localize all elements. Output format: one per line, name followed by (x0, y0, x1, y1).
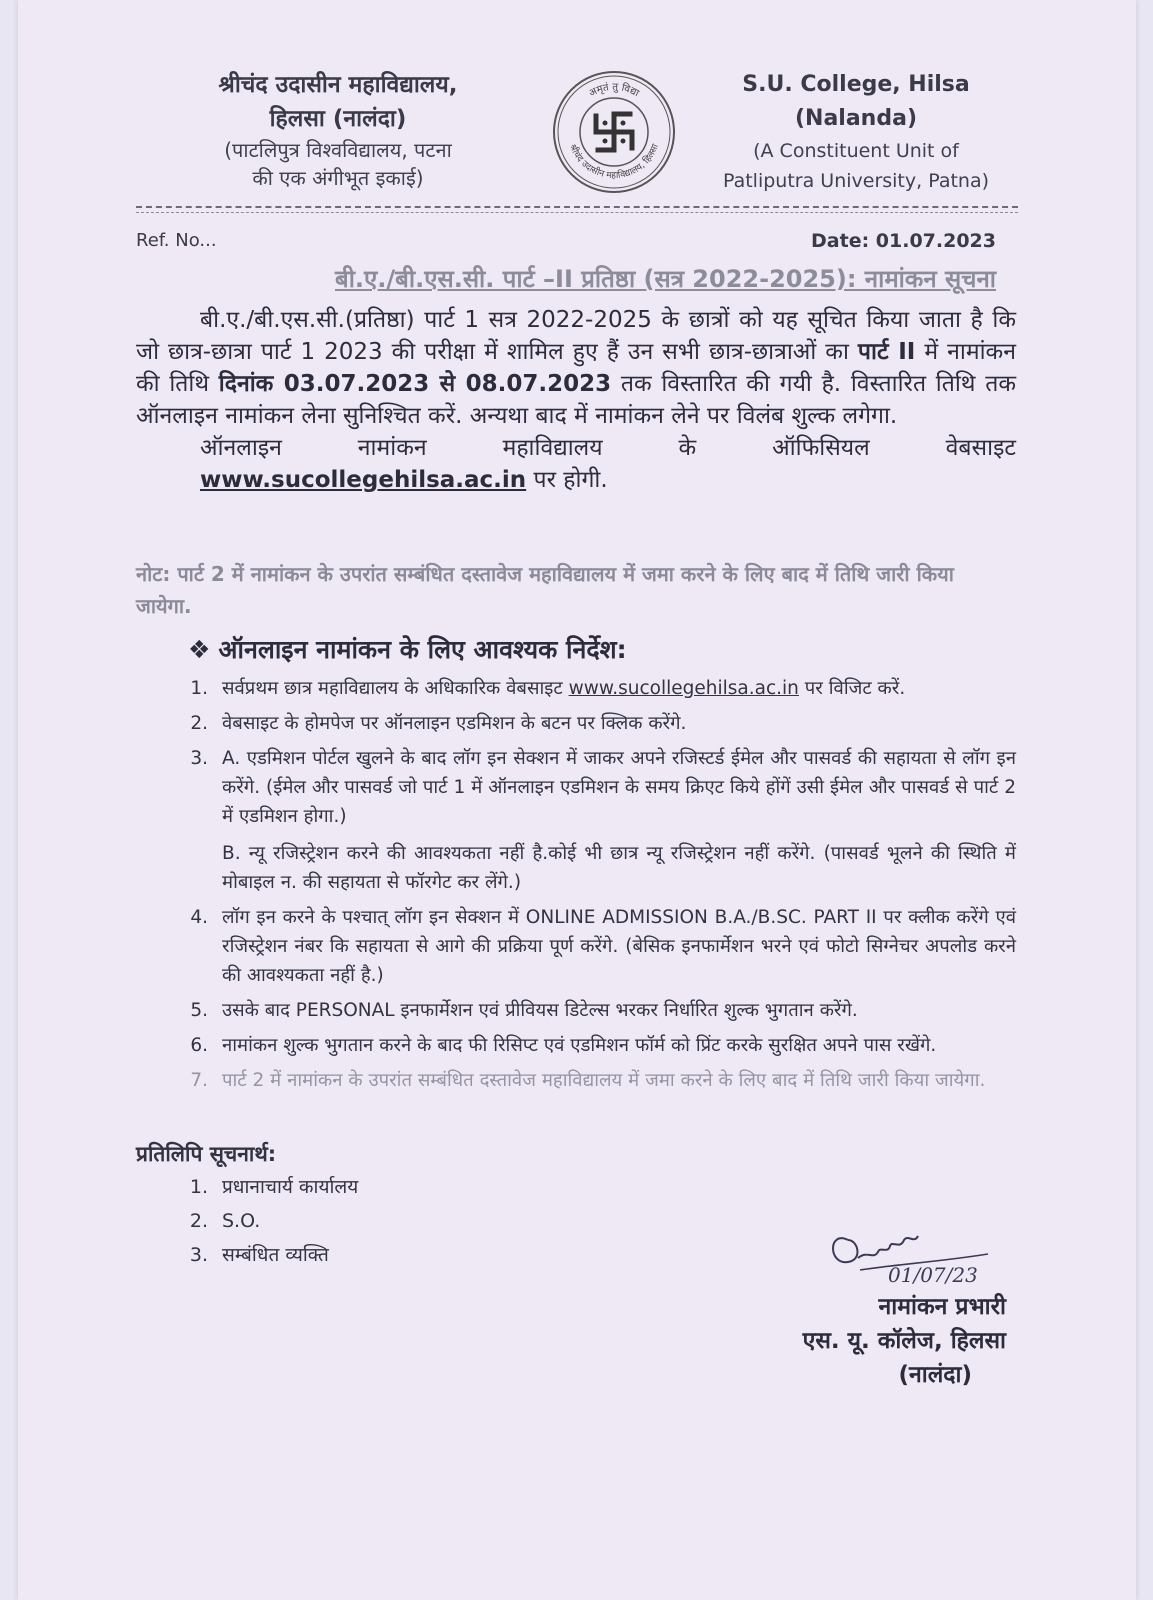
handwritten-signature-icon (818, 1210, 998, 1290)
svg-text:अमृतं तु विद्या (587, 81, 641, 99)
college-name-en-line: S.U. College, Hilsa (742, 72, 970, 97)
notice-page (18, 0, 1136, 1600)
signatory-location: (नालंदा) (898, 1362, 972, 1388)
part-two-emphasis: पार्ट II (857, 339, 916, 365)
seal-motto: अमृतं तु विद्या (587, 81, 641, 100)
list-item: 1. सर्वप्रथम छात्र महाविद्यालय के अधिकारिक वेबसाइट www.sucollegehilsa.ac.in पर विजिट करें. (190, 678, 906, 699)
copy-to-list (136, 1170, 358, 1272)
college-name-english (706, 68, 1006, 196)
college-location-en-line: (Nalanda) (794, 106, 917, 131)
copy-to-heading: प्रतिलिपि सूचनार्थ: (136, 1142, 277, 1166)
list-item: 3. A. एडमिशन पोर्टल खुलने के बाद लॉग इन सेक्शन में जाकर अपने रजिस्टर्ड ईमेल और पासवर्ड की सहायता से लॉग इन करेंगे. (ईमेल और पासवर्ड जो पार्ट 1 में ऑनलाइन एडमिशन के समय क्रिएट किये होंगें उसी ईमेल और पासवर्ड से पार्ट 2 में एडमिशन होगा.) B. न्यू रजिस्ट्रेशन करने की आवश्यकता नहीं है.कोई भी छात्र न्यू रजिस्ट्रेशन नहीं करेंगे. (पासवर्ड भूलने की स्थिति में मोबाइल न. की सहायता से फॉरगेट कर लेंगे.) (190, 748, 1016, 893)
instructions-heading: ❖ ऑनलाइन नामांकन के लिए आवश्यक निर्देश: (188, 635, 627, 664)
notice-body (136, 304, 1016, 496)
signatory-block (803, 1290, 1006, 1392)
body-paragraph: बी.ए./बी.एस.सी.(प्रतिष्ठा) पार्ट 1 सत्र 2022-2025 के छात्रों को यह सूचित किया जाता है कि जो छात्र-छात्रा पार्ट 1 2023 की परीक्षा में शामिल हुए हैं उन सभी छात्र-छात्राओं का पार्ट II में नामांकन की तिथि दिनांक 03.07.2023 से 08.07.2023 तक विस्तारित की गयी है. विस्तारित तिथि तक ऑनलाइन नामांकन लेना सुनिश्चित करें. अन्यथा बाद में नामांकन लेने पर विलंब शुल्क लगेगा. (136, 307, 1016, 429)
list-item: 2. वेबसाइट के होमपेज पर ऑनलाइन एडमिशन के बटन पर क्लिक करेंगे. (190, 713, 687, 734)
list-item: 5. उसके बाद PERSONAL इनफार्मेशन एवं प्रीवियस डिटेल्स भरकर निर्धारित शुल्क भुगतान करेंगे. (190, 1000, 858, 1021)
notice-title: बी.ए./बी.एस.सी. पार्ट –II प्रतिष्ठा (सत्र 2022-2025): नामांकन सूचना (334, 265, 996, 293)
university-en-line: Patliputra University, Patna) (722, 170, 990, 192)
list-item: 1. प्रधानाचार्य कार्यालय (189, 1176, 359, 1198)
list-item: 2. S.O. (189, 1210, 261, 1232)
website-line: ऑनलाइन नामांकन महाविद्यालय के ऑफिसियल वेबसाइट (200, 435, 1016, 461)
college-name-line: श्रीचंद उदासीन महाविद्यालय, (218, 72, 458, 98)
signature-date: 01/07/23 (888, 1263, 978, 1287)
signatory-college: एस. यू. कॉलेज, हिलसा (802, 1328, 1006, 1354)
college-seal-icon (550, 68, 678, 196)
diamond-bullet-icon: ❖ (188, 635, 211, 664)
website-link-line: www.sucollegehilsa.ac.in पर होगी. (200, 467, 608, 493)
seal-ring-text: श्रीचंद उदासीन महाविद्यालय, हिलसा (567, 142, 661, 182)
college-location-line: हिलसा (नालंदा) (269, 106, 407, 132)
header-divider-secondary (136, 212, 1018, 213)
list-item: 3. सम्बंधित व्यक्ति (189, 1244, 329, 1266)
reference-number: Ref. No... (136, 230, 217, 251)
notice-date: Date: 01.07.2023 (811, 230, 996, 252)
website-link-instructions[interactable]: www.sucollegehilsa.ac.in (568, 678, 799, 699)
constituent-line: की एक अंगीभूत इकाई) (252, 166, 424, 190)
list-item: 7. पार्ट 2 में नामांकन के उपरांत सम्बंधित दस्तावेज महाविद्यालय में जमा करने के लिए बाद में तिथि जारी किया जायेगा. (190, 1070, 986, 1091)
signatory-title: नामांकन प्रभारी (878, 1294, 1006, 1320)
header-divider (136, 206, 1018, 208)
college-name-hindi (168, 68, 508, 192)
constituent-en-line: (A Constituent Unit of (753, 140, 959, 162)
notice-note: नोट: पार्ट 2 में नामांकन के उपरांत सम्बंधित दस्तावेज महाविद्यालय में जमा करने के लिए बाद में तिथि जारी किया जायेगा. (136, 562, 954, 618)
list-item: 6. नामांकन शुल्क भुगतान करने के बाद फी रिसिप्ट एवं एडमिशन फॉर्म को प्रिंट करके सुरक्षित अपने पास रखेंगे. (190, 1035, 937, 1056)
instructions-list (136, 674, 1016, 1101)
website-link[interactable]: www.sucollegehilsa.ac.in (200, 467, 527, 493)
date-range-emphasis: दिनांक 03.07.2023 से 08.07.2023 (218, 371, 612, 397)
list-item: 4. लॉग इन करने के पश्चात् लॉग इन सेक्शन में ONLINE ADMISSION B.A./B.SC. PART II पर क्लीक करेंगे एवं रजिस्ट्रेशन नंबर कि सहायता से आगे की प्रक्रिया पूर्ण करेंगे. (बेसिक इनफार्मेशन भरने एवं फोटो सिग्नेचर अपलोड करने की आवश्यकता नहीं है.) (190, 907, 1016, 986)
university-line: (पाटलिपुत्र विश्वविद्यालय, पटना (224, 138, 452, 162)
